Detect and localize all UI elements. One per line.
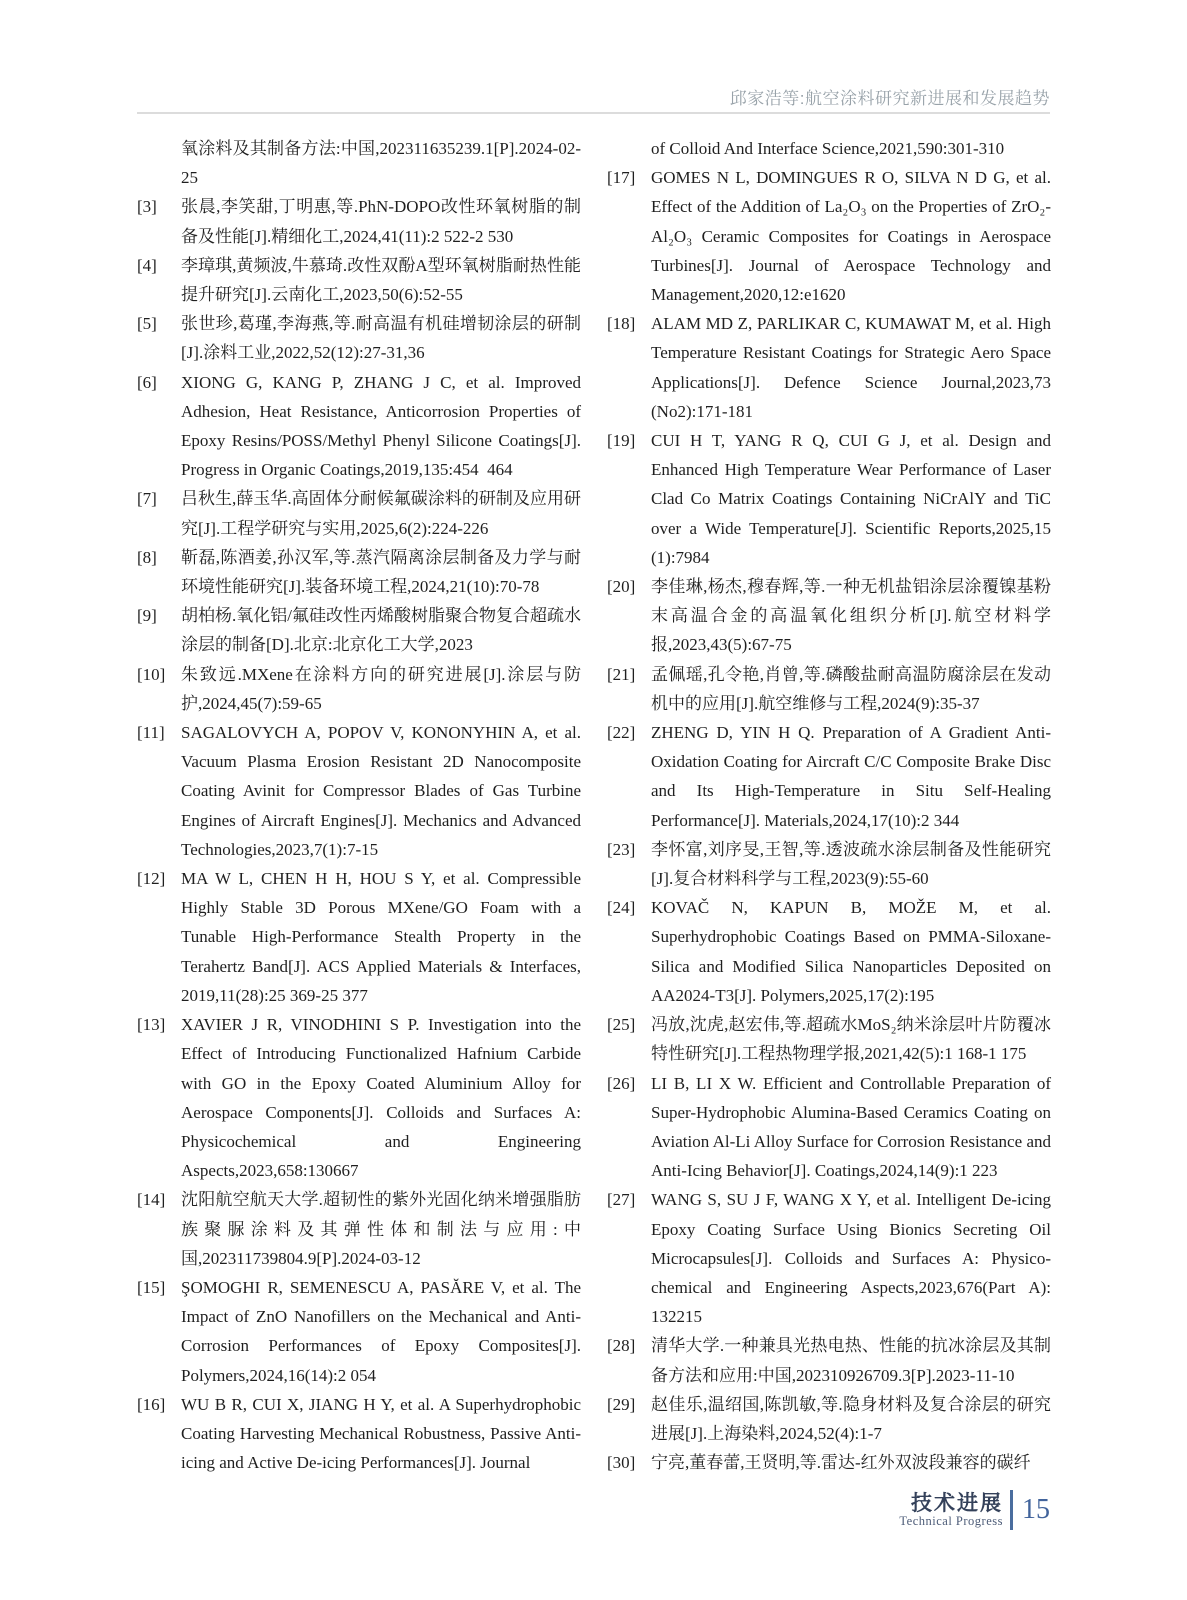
reference-text: WU B R, CUI X, JIANG H Y, et al. A Superhydrophobic Coating Harvesting Mechanical Robustness, Passive Anti-icing and Active De-icing Performances[J]. Journal (181, 1394, 581, 1473)
reference-entry (137, 1390, 581, 1478)
reference-text: SAGALOVYCH A, POPOV V, KONONYHIN A, et al. Vacuum Plasma Erosion Resistant 2D Nanocomposite Coating Avinit for Compressor Blades of Gas Turbine Engines of Aircraft Engines[J]. Mechanics and Advanced Technologies,2023,7(1):7-15 (181, 723, 581, 859)
right-column (607, 134, 1051, 1477)
reference-text: 朱致远.MXene在涂料方向的研究进展[J].涂层与防护,2024,45(7):59-65 (181, 664, 581, 713)
reference-number: [30] (607, 1453, 636, 1473)
reference-number: [28] (607, 1336, 636, 1356)
footer-section-title-en: Technical Progress (899, 1513, 1003, 1528)
reference-text: 张晨,李笑甜,丁明惠,等.PhN-DOPO改性环氧树脂的制备及性能[J].精细化工,2024,41(11):2 522-2 530 (181, 197, 581, 246)
footer-section-title-cn: 技术进展 (911, 1491, 1003, 1515)
reference-entry (607, 660, 1051, 718)
reference-number: [23] (607, 839, 636, 859)
running-head-title: 邱家浩等:航空涂料研究新进展和发展趋势 (729, 89, 1050, 108)
reference-entry (607, 309, 1051, 426)
reference-text: CUI H T, YANG R Q, CUI G J, et al. Design and Enhanced High Temperature Wear Performance of Laser Clad Co Matrix Coatings Containing NiCrAlY and TiC over a Wide Temperature[J]. Scientific Reports,2025,15 (1):7984 (651, 431, 1051, 567)
reference-number: [24] (607, 898, 636, 918)
reference-number: [25] (607, 1015, 636, 1035)
reference-number: [12] (137, 869, 166, 889)
reference-number: [14] (137, 1190, 166, 1210)
reference-number: [20] (607, 577, 636, 597)
reference-entry (137, 309, 581, 367)
reference-text: 赵佳乐,温绍国,陈凯敏,等.隐身材料及复合涂层的研究进展[J].上海染料,2024,52(4):1-7 (651, 1394, 1051, 1443)
reference-entry (137, 660, 581, 718)
reference-text: 清华大学.一种兼具光热电热、性能的抗冰涂层及其制备方法和应用:中国,202310926709.3[P].2023-11-10 (651, 1336, 1051, 1385)
reference-entry (137, 543, 581, 601)
reference-entry (137, 864, 581, 1010)
references-section (137, 134, 1051, 1477)
reference-number: [19] (607, 431, 636, 451)
reference-text: GOMES N L, DOMINGUES R O, SILVA N D G, et al. Effect of the Addition of La₂O₃ on the Properties of ZrO₂-Al₂O₃ Ceramic Composites for Coatings in Aerospace Turbines[J]. Journal of Aerospace Technology and Management,2020,12:e1620 (651, 168, 1051, 305)
reference-number: [9] (137, 606, 157, 626)
reference-entry (607, 835, 1051, 893)
footer-divider-bar (1010, 1490, 1013, 1530)
reference-number: [18] (607, 314, 636, 334)
reference-entry (607, 1185, 1051, 1331)
reference-text: ALAM MD Z, PARLIKAR C, KUMAWAT M, et al. High Temperature Resistant Coatings for Strategic Aero Space Applications[J]. Defence Science Journal,2023,73 (No2):171-181 (651, 314, 1051, 421)
reference-number: [7] (137, 489, 157, 509)
reference-entry (607, 163, 1051, 309)
reference-text: 吕秋生,薛玉华.高固体分耐候氟碳涂料的研制及应用研究[J].工程学研究与实用,2025,6(2):224-226 (181, 489, 581, 538)
reference-number: [17] (607, 168, 636, 188)
reference-number: [11] (137, 723, 165, 743)
reference-number: [8] (137, 547, 157, 567)
page-footer (899, 1490, 1050, 1530)
reference-entry (137, 1273, 581, 1390)
reference-entry (137, 1010, 581, 1185)
reference-entry (137, 601, 581, 659)
reference-text: XAVIER J R, VINODHINI S P. Investigation into the Effect of Introducing Functionalized Hafnium Carbide with GO in the Epoxy Coated Aluminium Alloy for Aerospace Components[J]. Colloids and Surfaces A: Physicochemical and Engineering Aspects,2023,658:130667 (181, 1015, 581, 1181)
reference-text: XIONG G, KANG P, ZHANG J C, et al. Improved Adhesion, Heat Resistance, Anticorrosion Properties of Epoxy Resins/POSS/Methyl Phenyl Silicone Coatings[J]. Progress in Organic Coatings,2019,135:454 464 (181, 372, 581, 480)
reference-entry (137, 251, 581, 309)
reference-entry (137, 1185, 581, 1273)
reference-text: 李佳琳,杨杰,穆春辉,等.一种无机盐铝涂层涂覆镍基粉末高温合金的高温氧化组织分析[J].航空材料学报,2023,43(5):67-75 (651, 577, 1051, 655)
reference-entry (137, 718, 581, 864)
reference-number: [4] (137, 255, 157, 275)
reference-text: ŞOMOGHI R, SEMENESCU A, PASĂRE V, et al. The Impact of ZnO Nanofillers on the Mechanical and Anti-Corrosion Performances of Epoxy Composites[J]. Polymers,2024,16(14):2 054 (181, 1277, 581, 1385)
reference-entry (607, 718, 1051, 835)
reference-text: of Colloid And Interface Science,2021,590:301-310 (651, 139, 1005, 158)
reference-text: 宁亮,董春蕾,王贤明,等.雷达-红外双波段兼容的碳纤 (651, 1453, 1031, 1473)
reference-text: WANG S, SU J F, WANG X Y, et al. Intelligent De-icing Epoxy Coating Surface Using Bionics Secreting Oil Microcapsules[J]. Colloids and Surfaces A: Physico-chemical and Engineering Aspects,2023,676(Part A): 132215 (651, 1190, 1051, 1327)
reference-text: MA W L, CHEN H H, HOU S Y, et al. Compressible Highly Stable 3D Porous MXene/GO Foam with a Tunable High-Performance Stealth Property in the Terahertz Band[J]. ACS Applied Materials & Interfaces, 2019,11(28):25 369-25 377 (181, 869, 581, 1005)
reference-entry (607, 1390, 1051, 1448)
reference-text: 李璋琪,黄频波,牛慕琦.改性双酚A型环氧树脂耐热性能提升研究[J].云南化工,2023,50(6):52-55 (181, 255, 581, 305)
reference-text: 冯放,沈虎,赵宏伟,等.超疏水MoS₂纳米涂层叶片防覆冰特性研究[J].工程热物理学报,2021,42(5):1 168-1 175 (651, 1015, 1051, 1064)
reference-entry (607, 1448, 1051, 1477)
reference-entry (607, 1069, 1051, 1186)
left-column (137, 134, 581, 1477)
reference-number: [15] (137, 1277, 166, 1297)
reference-number: [10] (137, 664, 166, 684)
reference-text: 张世珍,葛瑾,李海燕,等.耐高温有机硅增韧涂层的研制[J].涂料工业,2022,52(12):27-31,36 (181, 314, 581, 363)
reference-number: [3] (137, 197, 157, 217)
reference-entry (607, 893, 1051, 1010)
header-divider (137, 112, 1050, 114)
reference-number: [26] (607, 1073, 636, 1093)
reference-number: [21] (607, 664, 636, 684)
reference-entry (137, 368, 581, 485)
reference-text: LI B, LI X W. Efficient and Controllable Preparation of Super-Hydrophobic Alumina-Based Ceramics Coating on Aviation Al-Li Alloy Surface for Corrosion Resistance and Anti-Icing Behavior[J]. Coatings,2024,14(9):1 223 (651, 1073, 1051, 1181)
reference-text: 孟佩瑶,孔令艳,肖曾,等.磷酸盐耐高温防腐涂层在发动机中的应用[J].航空维修与工程,2024(9):35-37 (651, 664, 1051, 713)
reference-entry (607, 134, 1051, 163)
reference-text: ZHENG D, YIN H Q. Preparation of A Gradient Anti-Oxidation Coating for Aircraft C/C Composite Brake Disc and Its High-Temperature in Situ Self-Healing Performance[J]. Materials,2024,17(10):2 344 (651, 723, 1051, 830)
reference-text: KOVAČ N, KAPUN B, MOŽE M, et al. Superhydrophobic Coatings Based on PMMA-Siloxane-Silica and Modified Silica Nanoparticles Deposited on AA2024-T3[J]. Polymers,2025,17(2):195 (651, 898, 1051, 1005)
reference-entry (607, 426, 1051, 572)
reference-entry (607, 1331, 1051, 1389)
reference-text: 胡柏杨.氧化铝/氟硅改性丙烯酸树脂聚合物复合超疏水涂层的制备[D].北京:北京化工大学,2023 (181, 606, 581, 655)
reference-number: [16] (137, 1394, 166, 1414)
reference-entry (137, 484, 581, 542)
reference-text: 氧涂料及其制备方法:中国,202311635239.1[P].2024-02-25 (181, 139, 581, 188)
reference-number: [27] (607, 1190, 636, 1210)
reference-number: [22] (607, 723, 636, 743)
reference-entry (137, 192, 581, 250)
footer-section-labels (899, 1492, 1003, 1529)
reference-text: 靳磊,陈酒姜,孙汉军,等.蒸汽隔离涂层制备及力学与耐环境性能研究[J].装备环境工程,2024,21(10):70-78 (181, 547, 581, 597)
reference-number: [5] (137, 314, 157, 334)
reference-number: [6] (137, 372, 157, 392)
reference-entry (607, 572, 1051, 660)
page-number: 15 (1022, 1494, 1050, 1525)
reference-number: [13] (137, 1015, 166, 1035)
reference-text: 沈阳航空航天大学.超韧性的紫外光固化纳米增强脂肪族聚脲涂料及其弹性体和制法与应用:中国,202311739804.9[P].2024-03-12 (181, 1190, 581, 1268)
reference-text: 李怀富,刘序旻,王智,等.透波疏水涂层制备及性能研究[J].复合材料科学与工程,2023(9):55-60 (651, 839, 1051, 889)
reference-number: [29] (607, 1394, 636, 1414)
reference-entry (607, 1010, 1051, 1068)
reference-entry (137, 134, 581, 192)
